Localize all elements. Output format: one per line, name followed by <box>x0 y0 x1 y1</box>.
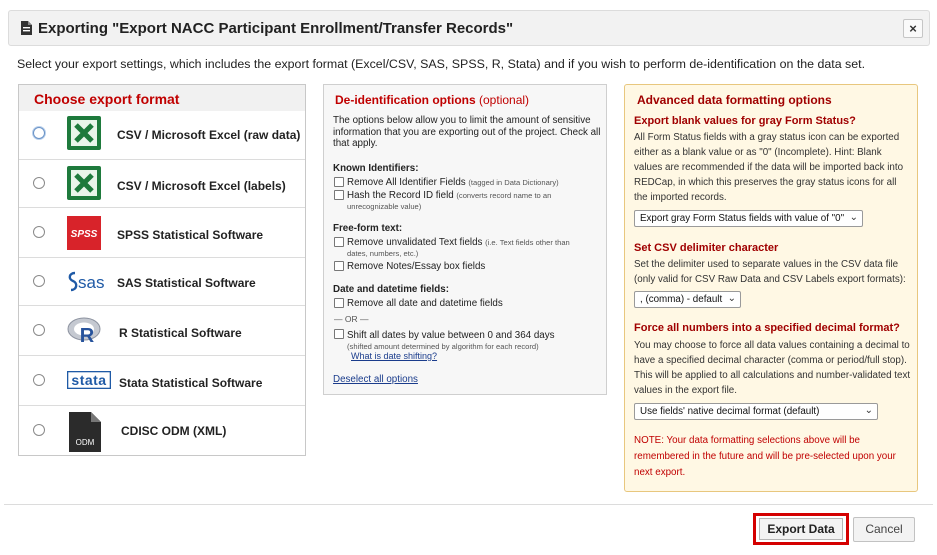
close-button[interactable]: × <box>903 19 923 38</box>
remove-notes-checkbox[interactable] <box>334 261 344 271</box>
delimiter-title: Set CSV delimiter character <box>634 242 779 254</box>
hash-record-id-option <box>347 190 551 201</box>
format-option-sas[interactable] <box>19 257 305 305</box>
format-panel-title: Choose export format <box>19 85 305 111</box>
chevron-down-icon: ⌄ <box>864 405 873 416</box>
decimal-title: Force all numbers into a specified decimal format? <box>634 322 900 334</box>
svg-text:SPSS: SPSS <box>70 229 98 240</box>
shift-dates-label: Shift all dates by value between 0 and 364 days <box>347 330 555 341</box>
deid-title-text: De-identification options <box>335 93 476 107</box>
delimiter-text: Set the delimiter used to separate values in the CSV data file (only valid for CSV Raw Data and CSV Labels export formats): <box>634 259 906 285</box>
export-format-panel <box>18 84 306 456</box>
remove-identifiers-label: Remove All Identifier Fields <box>347 177 466 188</box>
odm-icon <box>69 412 101 452</box>
format-label: CSV / Microsoft Excel (labels) <box>117 179 286 193</box>
blank-values-selected: Export gray Form Status fields with value of "0" <box>640 213 845 224</box>
format-radio[interactable] <box>33 374 45 386</box>
delimiter-selected: , (comma) - default <box>640 294 723 305</box>
format-radio[interactable] <box>33 324 45 336</box>
stata-icon <box>67 371 111 389</box>
free-form-title: Free-form text: <box>333 223 403 234</box>
date-fields-title: Date and datetime fields: <box>333 284 449 295</box>
format-label: CDISC ODM (XML) <box>121 424 227 438</box>
remove-identifiers-checkbox[interactable] <box>334 177 344 187</box>
format-label: R Statistical Software <box>119 326 242 340</box>
remove-unvalidated-checkbox[interactable] <box>334 237 344 247</box>
dialog-titlebar <box>8 10 930 46</box>
delimiter-select[interactable] <box>634 291 741 308</box>
svg-text:R: R <box>79 325 95 347</box>
format-option-spss[interactable] <box>19 207 305 257</box>
sas-icon <box>67 270 115 294</box>
deidentification-panel <box>323 84 607 395</box>
format-radio[interactable] <box>33 226 45 238</box>
hash-note-continued: unrecognizable value) <box>347 202 422 211</box>
deid-title <box>335 93 529 107</box>
hash-record-id-checkbox[interactable] <box>334 190 344 200</box>
shift-dates-note: (shifted amount determined by algorithm for each record) <box>347 342 539 351</box>
blank-values-text: All Form Status fields with a gray status icon can be exported either as a blank value or as "0" (Incomplete). Hint: Blank values are recommended if the data will be imported back into REDCap, in which this preserves the gray status icons for all the imported records. <box>634 132 904 203</box>
excel-icon <box>67 166 101 200</box>
cancel-button[interactable]: Cancel <box>853 517 915 542</box>
chevron-down-icon: ⌄ <box>849 212 858 223</box>
format-option-stata[interactable] <box>19 355 305 405</box>
remove-unvalidated-note: (i.e. Text fields other than <box>485 238 570 247</box>
or-divider: — OR — <box>334 314 369 324</box>
remove-identifiers-note: (tagged in Data Dictionary) <box>468 178 559 187</box>
format-label: SAS Statistical Software <box>117 276 256 290</box>
format-label: SPSS Statistical Software <box>117 228 264 242</box>
remove-dates-checkbox[interactable] <box>334 298 344 308</box>
format-radio[interactable] <box>33 177 45 189</box>
remove-unvalidated-option <box>347 237 570 248</box>
hash-record-id-label: Hash the Record ID field <box>347 190 454 201</box>
chevron-down-icon: ⌄ <box>727 293 736 304</box>
formatting-note: NOTE: Your data formatting selections above will be remembered in the future and will be pre-selected upon your next export. <box>634 435 896 478</box>
remove-notes-label: Remove Notes/Essay box fields <box>347 261 486 272</box>
format-option-r[interactable] <box>19 305 305 355</box>
decimal-selected: Use fields' native decimal format (default) <box>640 406 820 417</box>
format-option-csv-raw[interactable] <box>19 111 305 159</box>
format-radio[interactable] <box>33 275 45 287</box>
deid-description: The options below allow you to limit the amount of sensitive information that you are exporting out of the project. Check all that apply. <box>333 115 601 149</box>
known-identifiers-title: Known Identifiers: <box>333 163 419 174</box>
export-data-button[interactable]: Export Data <box>759 518 843 540</box>
remove-unvalidated-label: Remove unvalidated Text fields <box>347 237 483 248</box>
what-is-date-shifting-link[interactable]: What is date shifting? <box>351 351 438 361</box>
spss-icon <box>67 216 101 250</box>
blank-values-select[interactable] <box>634 210 863 227</box>
remove-identifiers-option <box>347 177 559 188</box>
footer-divider <box>4 504 933 505</box>
format-option-odm[interactable] <box>19 405 305 455</box>
format-radio[interactable] <box>33 127 45 139</box>
file-export-icon <box>21 21 32 35</box>
advanced-formatting-panel <box>624 84 918 492</box>
svg-text:stata: stata <box>71 372 107 388</box>
svg-text:ODM: ODM <box>75 438 95 447</box>
format-radio[interactable] <box>33 424 45 436</box>
deid-optional-label: (optional) <box>479 93 530 107</box>
svg-text:sas: sas <box>78 273 105 292</box>
format-option-csv-labels[interactable] <box>19 159 305 207</box>
format-label: Stata Statistical Software <box>119 376 263 390</box>
shift-dates-checkbox[interactable] <box>334 329 344 339</box>
decimal-text: You may choose to force all data values containing a decimal to have a specified decimal character (comma or period/full stop). This will be applied to all calculations and number-validated text values in the export file. <box>634 340 911 396</box>
format-label: CSV / Microsoft Excel (raw data) <box>117 128 301 142</box>
r-icon <box>67 315 103 347</box>
remove-dates-label: Remove all date and datetime fields <box>347 298 503 309</box>
deselect-all-link[interactable]: Deselect all options <box>333 374 418 385</box>
decimal-select[interactable] <box>634 403 878 420</box>
hash-note: (converts record name to an <box>456 191 552 200</box>
advanced-title: Advanced data formatting options <box>637 93 832 107</box>
excel-icon <box>67 116 101 150</box>
dialog-intro: Select your export settings, which includes the export format (Excel/CSV, SAS, SPSS, R, Stata) and if you wish to perform de-identification on the data set. <box>17 57 866 71</box>
remove-unvalidated-note-continued: dates, numbers, etc.) <box>347 249 419 258</box>
blank-values-title: Export blank values for gray Form Status? <box>634 115 856 127</box>
dialog-title: Exporting "Export NACC Participant Enrollment/Transfer Records" <box>38 20 514 37</box>
